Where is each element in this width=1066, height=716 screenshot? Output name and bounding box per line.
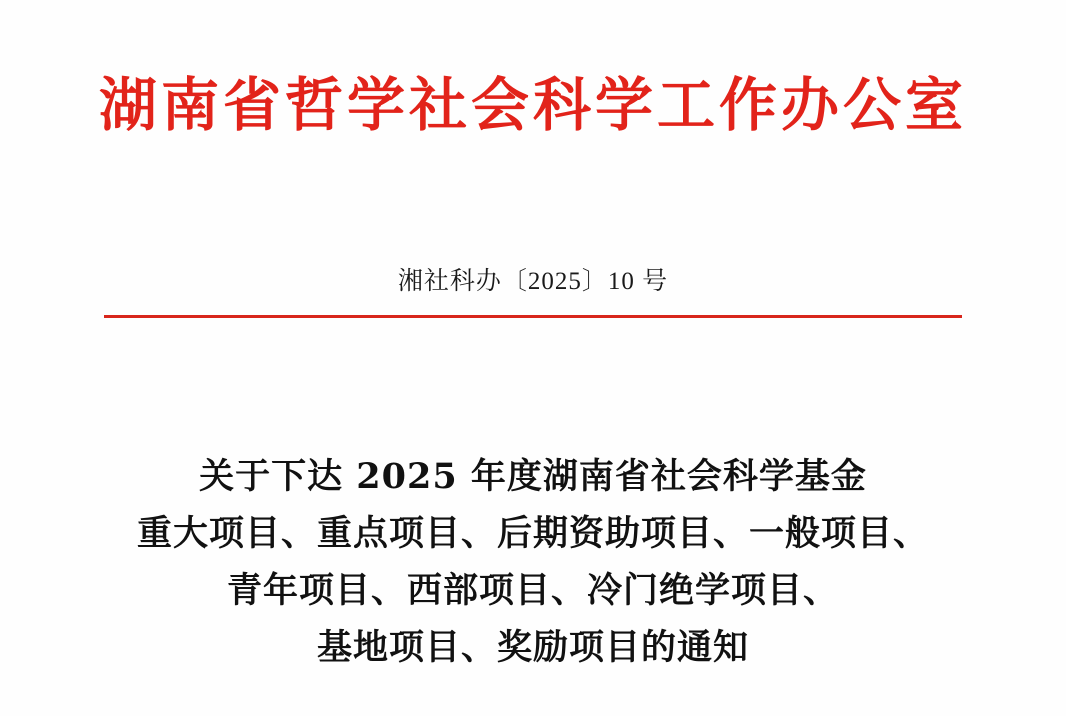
title-line-2: 重大项目、重点项目、后期资助项目、一般项目、 (136, 513, 929, 554)
letterhead-title: 湖南省哲学社会科学工作办公室 (98, 71, 967, 139)
title-line-3: 青年项目、西部项目、冷门绝学项目、 (226, 570, 839, 611)
document-title (0, 448, 1066, 676)
document-number: 湘社科办〔2025〕10 号 (397, 268, 669, 295)
red-divider-line (104, 315, 962, 318)
title-line-1: 关于下达 2025 年度湖南省社会科学基金 (199, 456, 867, 497)
title-line-4: 基地项目、奖励项目的通知 (316, 627, 749, 668)
